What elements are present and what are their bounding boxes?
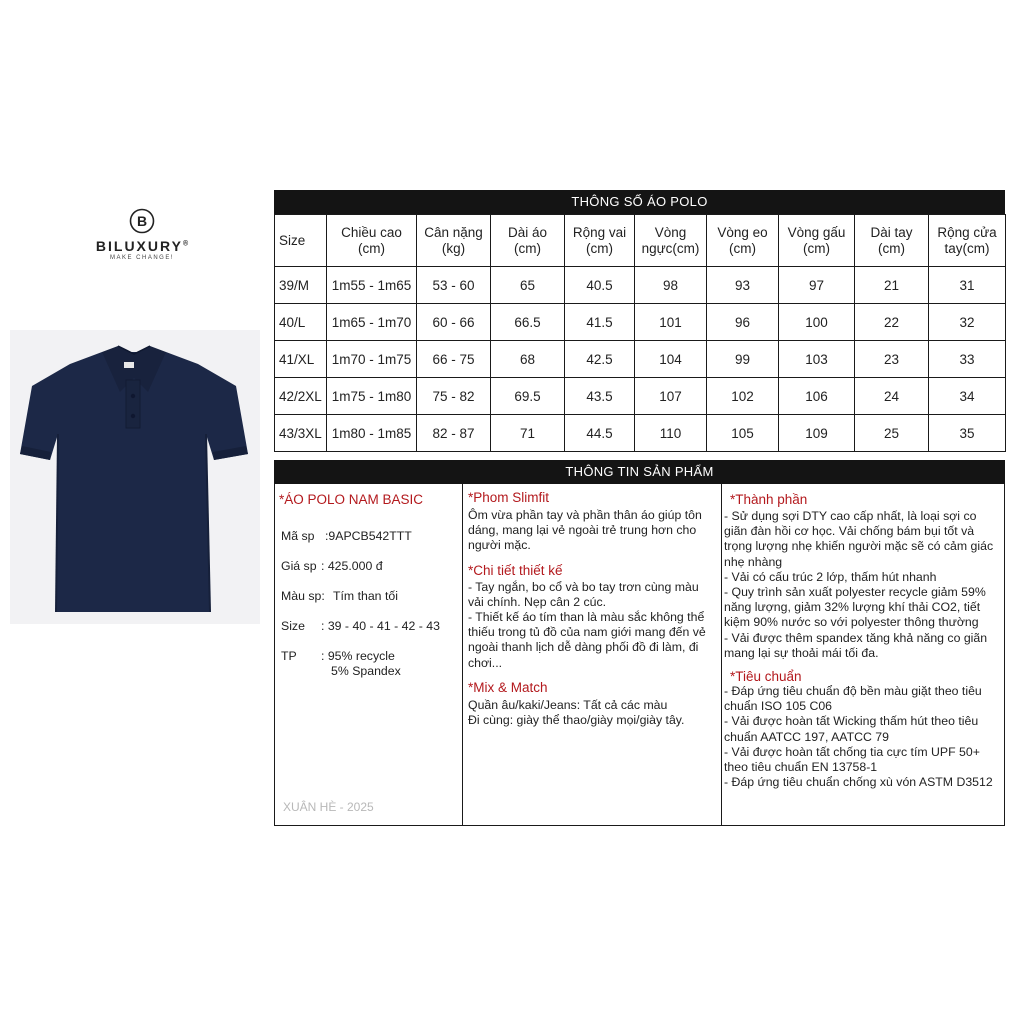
fit-title: *Phom Slimfit [468, 490, 550, 505]
material-line: - Vải có cấu trúc 2 lớp, thấm hút nhanh [724, 569, 937, 584]
product-sizes-label: Size [281, 619, 305, 633]
header-waist: Vòng eo (cm) [707, 215, 779, 267]
standard-line: - Vải được hoàn tất chống tia cực tím UPF 50+ theo tiêu chuẩn EN 13758-1 [724, 744, 980, 775]
size-table [274, 214, 1006, 452]
material-line: - Sử dụng sợi DTY cao cấp nhất, là loại sợi co giãn đàn hồi cơ học. Vải chống bám bụi tốt và trọng lượng nhẹ khiến người mặc sẽ có cảm giác nhẹ nhàng [724, 509, 994, 569]
product-price-label: Giá sp [281, 559, 317, 573]
table-cell: 93 [707, 267, 779, 304]
product-info-body [274, 484, 1005, 826]
product-photo [10, 330, 260, 624]
standard-line: - Vải được hoàn tất Wicking thấm hút theo tiêu chuẩn AATCC 197, AATCC 79 [724, 714, 979, 744]
table-cell: 96 [707, 304, 779, 341]
table-row [275, 304, 1006, 341]
material-title: *Thành phần [730, 492, 808, 507]
table-cell: 44.5 [565, 415, 635, 452]
table-row [275, 378, 1006, 415]
design-detail-line: - Thiết kế áo tím than là màu sắc không thể thiếu trong tủ đồ của nam giới mang đến vẻ ngoài thanh lịch dễ dàng phối đồ đi làm, đi chơi... [468, 610, 706, 670]
svg-text:B: B [136, 213, 148, 229]
table-cell: 1m75 - 1m80 [327, 378, 417, 415]
product-color [281, 589, 398, 603]
table-cell: 66.5 [491, 304, 565, 341]
table-cell: 23 [855, 341, 929, 378]
product-code-value: :9APCB542TTT [325, 529, 412, 543]
header-length: Dài áo (cm) [491, 215, 565, 267]
size-chart [274, 190, 1005, 452]
table-cell: 82 - 87 [417, 415, 491, 452]
table-cell: 43/3XL [275, 415, 327, 452]
table-row [275, 341, 1006, 378]
header-shoulder: Rộng vai (cm) [565, 215, 635, 267]
table-cell: 98 [635, 267, 707, 304]
season-label: XUÂN HÈ - 2025 [283, 800, 374, 814]
table-cell: 41.5 [565, 304, 635, 341]
product-code [281, 529, 412, 543]
table-cell: 1m70 - 1m75 [327, 341, 417, 378]
table-cell: 110 [635, 415, 707, 452]
product-basics-column [275, 484, 463, 825]
product-price [281, 559, 383, 573]
table-cell: 32 [929, 304, 1006, 341]
standard-line: - Đáp ứng tiêu chuẩn chống xù vón ASTM D3512 [724, 775, 993, 790]
product-composition-label: TP [281, 649, 297, 663]
table-cell: 109 [779, 415, 855, 452]
product-color-value: Tím than tối [333, 589, 398, 603]
materials-column [722, 484, 1005, 825]
product-composition-value-1: : 95% recycle [321, 649, 395, 663]
header-weight: Cân nặng (kg) [417, 215, 491, 267]
brand-emblem-icon [129, 208, 155, 234]
product-color-label: Màu sp: [281, 589, 325, 603]
product-code-label: Mã sp [281, 529, 315, 543]
table-cell: 41/XL [275, 341, 327, 378]
material-line: - Quy trình sản xuất polyester recycle giảm 59% năng lượng, giảm 32% lượng khí thải CO2, tiết kiệm 90% nước so với polyester thông thường [724, 585, 986, 630]
table-row [275, 415, 1006, 452]
mix-match-line: Quần âu/kaki/Jeans: Tất cả các màu [468, 697, 668, 712]
table-cell: 97 [779, 267, 855, 304]
product-info [274, 460, 1005, 826]
table-cell: 69.5 [491, 378, 565, 415]
table-cell: 53 - 60 [417, 267, 491, 304]
table-cell: 105 [707, 415, 779, 452]
mix-match-title: *Mix & Match [468, 679, 548, 695]
table-row [275, 267, 1006, 304]
header-sleeve-length: Dài tay (cm) [855, 215, 929, 267]
product-sizes [281, 619, 440, 633]
design-column [463, 484, 722, 825]
size-chart-title: THÔNG SỐ ÁO POLO [274, 190, 1005, 214]
table-cell: 42/2XL [275, 378, 327, 415]
design-detail-line: - Tay ngắn, bo cổ và bo tay trơn cùng màu vải chính. Nẹp cân 2 cúc. [468, 579, 699, 609]
table-cell: 1m55 - 1m65 [327, 267, 417, 304]
table-cell: 75 - 82 [417, 378, 491, 415]
product-price-value: : 425.000 đ [321, 559, 383, 573]
mix-match-line: Đi cùng: giày thể thao/giày mọi/giày tây. [468, 713, 685, 728]
table-cell: 99 [707, 341, 779, 378]
table-cell: 100 [779, 304, 855, 341]
table-cell: 60 - 66 [417, 304, 491, 341]
table-cell: 66 - 75 [417, 341, 491, 378]
product-name: *ÁO POLO NAM BASIC [279, 492, 424, 507]
header-height: Chiều cao (cm) [327, 215, 417, 267]
table-cell: 35 [929, 415, 1006, 452]
table-cell: 101 [635, 304, 707, 341]
brand-logo [82, 208, 202, 268]
table-cell: 34 [929, 378, 1006, 415]
header-size: Size [275, 215, 327, 267]
table-cell: 1m80 - 1m85 [327, 415, 417, 452]
table-cell: 106 [779, 378, 855, 415]
table-cell: 65 [491, 267, 565, 304]
table-cell: 102 [707, 378, 779, 415]
standard-line: - Đáp ứng tiêu chuẩn độ bền màu giặt theo tiêu chuẩn ISO 105 C06 [724, 684, 982, 714]
table-cell: 71 [491, 415, 565, 452]
product-composition [281, 649, 401, 678]
header-sleeve-opening: Rộng cửa tay(cm) [929, 215, 1006, 267]
standard-title: *Tiêu chuẩn [730, 669, 802, 685]
table-cell: 42.5 [565, 341, 635, 378]
polo-shirt-image [10, 330, 260, 624]
product-info-title: THÔNG TIN SẢN PHẨM [274, 460, 1005, 484]
product-sizes-value: : 39 - 40 - 41 - 42 - 43 [321, 619, 440, 633]
table-cell: 24 [855, 378, 929, 415]
material-line: - Vải được thêm spandex tăng khả năng co giãn mang lại sự thoải mái tối đa. [724, 630, 988, 660]
header-chest: Vòng ngực(cm) [635, 215, 707, 267]
table-cell: 22 [855, 304, 929, 341]
design-detail-title: *Chi tiết thiết kế [468, 562, 563, 578]
table-cell: 40/L [275, 304, 327, 341]
table-cell: 107 [635, 378, 707, 415]
table-cell: 25 [855, 415, 929, 452]
table-cell: 31 [929, 267, 1006, 304]
table-cell: 33 [929, 341, 1006, 378]
table-cell: 21 [855, 267, 929, 304]
table-cell: 104 [635, 341, 707, 378]
size-table-header-row [275, 215, 1006, 267]
table-cell: 43.5 [565, 378, 635, 415]
brand-tagline: MAKE CHANGE! [109, 255, 174, 261]
table-cell: 40.5 [565, 267, 635, 304]
product-composition-value-2: 5% Spandex [331, 664, 401, 678]
table-cell: 1m65 - 1m70 [327, 304, 417, 341]
header-hem: Vòng gấu (cm) [779, 215, 855, 267]
brand-name: BILUXURY® [95, 238, 189, 254]
table-cell: 103 [779, 341, 855, 378]
table-cell: 39/M [275, 267, 327, 304]
table-cell: 68 [491, 341, 565, 378]
fit-text: Ôm vừa phần tay và phần thân áo giúp tôn dáng, mang lại vẻ ngoài trẻ trung hơn cho người mặc. [468, 508, 702, 553]
